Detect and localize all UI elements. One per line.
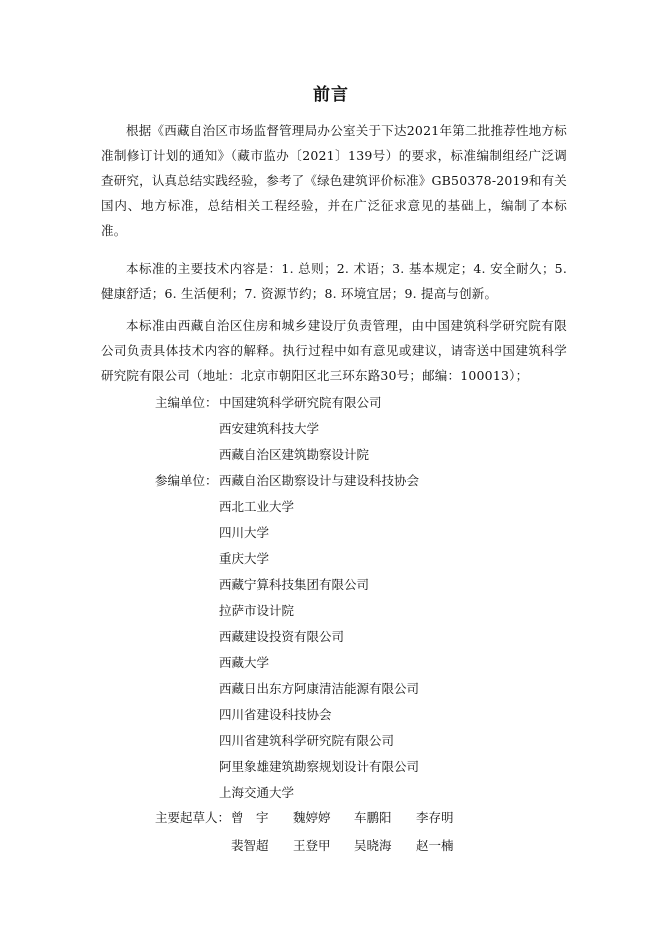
participating-unit: 四川省建筑科学研究院有限公司 [219, 733, 395, 748]
participating-unit: 上海交通大学 [219, 785, 295, 800]
participating-unit: 四川大学 [219, 525, 270, 540]
chief-editor-unit: 西安建筑科技大学 [219, 421, 320, 436]
paragraph-management: 本标准由西藏自治区住房和城乡建设厅负责管理，由中国建筑科学研究院有限公司负责具体技术内容的解释。执行过程中如有意见或建议，请寄送中国建筑科学研究院有限公司（地址：北京市朝阳区北三环东路30号；邮编：100013）； [101, 318, 567, 383]
drafters-row [0, 804, 662, 832]
drafter-name: 李存明 [416, 810, 454, 825]
drafter-name: 魏婷婷 [293, 810, 331, 825]
participating-unit: 西藏日出东方阿康清洁能源有限公司 [219, 681, 420, 696]
drafter-name: 赵一楠 [416, 838, 454, 853]
drafter-name: 曾 宇 [231, 810, 269, 825]
participating-unit: 阿里象雄建筑勘察规划设计有限公司 [219, 759, 420, 774]
participating-unit: 四川省建设科技协会 [219, 707, 332, 722]
chief-editor-unit: 中国建筑科学研究院有限公司 [219, 395, 382, 410]
drafters-label: 主要起草人： [155, 810, 231, 825]
participating-unit: 西藏自治区勘察设计与建设科技协会 [219, 473, 420, 488]
paragraph-background: 根据《西藏自治区市场监督管理局办公室关于下达2021年第二批推荐性地方标准制修订计划的通知》（藏市监办〔2021〕139号）的要求，标准编制组经广泛调查研究，认真总结实践经验，参考了《绿色建筑评价标准》GB50378-2019和有关国内、地方标准，总结相关工程经验，并在广泛征求意见的基础上，编制了本标准。 [101, 123, 567, 238]
participating-unit: 西藏宁算科技集团有限公司 [219, 577, 370, 592]
chief-editor-label: 主编单位： [155, 395, 218, 410]
drafter-name: 王登甲 [293, 838, 331, 853]
drafter-name: 吴晓海 [354, 838, 392, 853]
participating-unit: 西藏建设投资有限公司 [219, 629, 345, 644]
drafters-row [0, 832, 662, 860]
paragraph-contents: 本标准的主要技术内容是：1. 总则；2. 术语；3. 基本规定；4. 安全耐久；5. 健康舒适；6. 生活便利；7. 资源节约；8. 环境宜居；9. 提高与创新。 [101, 261, 567, 301]
participating-unit: 重庆大学 [219, 551, 270, 566]
participating-unit: 西北工业大学 [219, 499, 295, 514]
participating-label: 参编单位： [155, 473, 218, 488]
chief-editor-unit: 西藏自治区建筑勘察设计院 [219, 447, 370, 462]
participating-unit: 拉萨市设计院 [219, 603, 295, 618]
participating-unit: 西藏大学 [219, 655, 270, 670]
page-title: 前言 [313, 85, 349, 105]
drafter-name: 裴智超 [231, 838, 269, 853]
drafter-name: 车鹏阳 [354, 810, 392, 825]
